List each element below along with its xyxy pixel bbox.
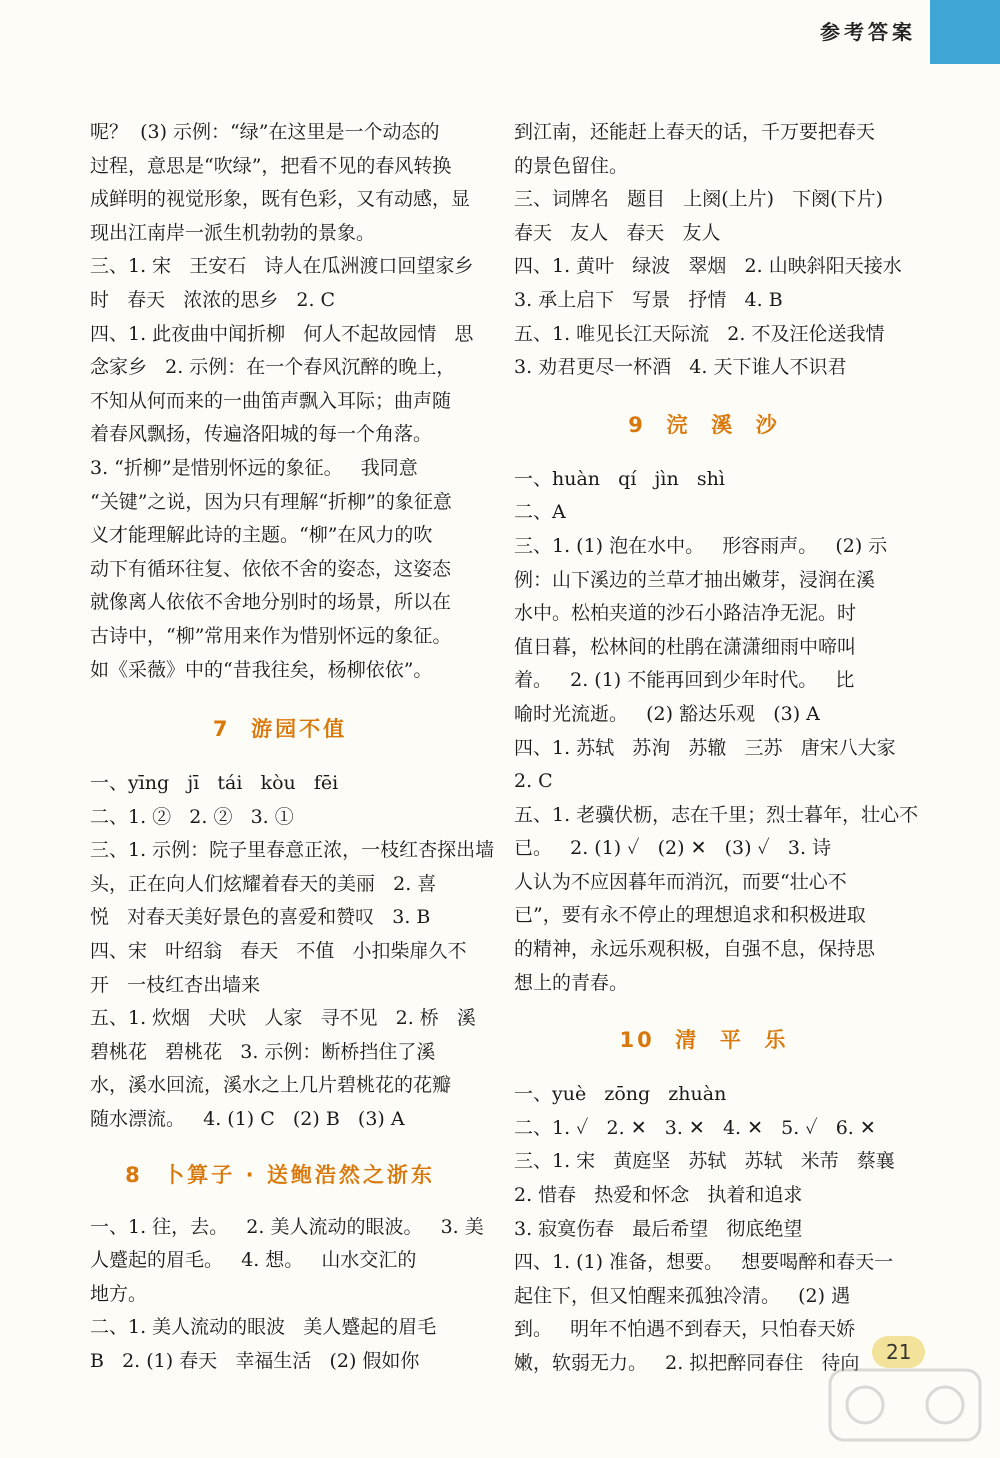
text-line: 一、huàn qí jìn shì xyxy=(514,467,725,490)
text-line: B 2. (1) 春天 幸福生活 (2) 假如你 xyxy=(90,1350,420,1372)
text-line: 三、1. (1) 泡在水中。 形容雨声。 (2) 示 xyxy=(514,534,888,557)
text-line: 五、1. 老骥伏枥，志在千里；烈士暮年，壮心不 xyxy=(514,803,919,826)
text-line: 喻时光流逝。 (2) 豁达乐观 (3) A xyxy=(514,702,820,725)
text-line: 悦 对春天美好景色的喜爱和赞叹 3. B xyxy=(90,906,431,929)
text-line: 值日暮，松林间的杜鹃在潇潇细雨中啼叫 xyxy=(514,635,857,658)
text-line: 一、yīng jī tái kòu fēi xyxy=(90,772,339,795)
text-line: 一、yuè zōng zhuàn xyxy=(514,1083,727,1106)
text-line: 一、1. 往，去。 2. 美人流动的眼波。 3. 美 xyxy=(90,1215,484,1238)
text-line: 动下有循环往复、依依不舍的姿态，这姿态 xyxy=(90,557,452,580)
text-line: 四、1. 苏轼 苏洵 苏辙 三苏 唐宋八大家 xyxy=(514,736,896,759)
text-line: 人蹙起的眉毛。 4. 想。 山水交汇的 xyxy=(90,1249,417,1272)
right-block-3 xyxy=(514,1078,894,1380)
text-line: 时 春天 浓浓的思乡 2. C xyxy=(90,288,336,311)
text-line: 二、1. ② 2. ② 3. ① xyxy=(90,805,294,828)
right-block-1 xyxy=(514,116,902,385)
section-heading-9: 9 浣 溪 沙 xyxy=(628,412,780,437)
text-line: 3. “折柳”是惜别怀远的象征。 我同意 xyxy=(90,456,418,479)
header-accent-bar xyxy=(930,0,1000,64)
text-line: 到江南，还能赶上春天的话，千万要把春天 xyxy=(514,121,876,143)
text-line: 三、词牌名 题目 上阕(上片) 下阕(下片) xyxy=(514,188,884,211)
text-line: 就像离人依依不舍地分别时的场景，所以在 xyxy=(90,591,452,614)
left-block-3 xyxy=(90,1211,484,1379)
text-line: 四、1. 黄叶 绿波 翠烟 2. 山映斜阳天接水 xyxy=(514,255,902,278)
text-line: 碧桃花 碧桃花 3. 示例：断桥挡住了溪 xyxy=(90,1040,436,1063)
text-line: 水中。松柏夹道的沙石小路洁净无泥。时 xyxy=(514,602,857,625)
text-line: 三、1. 宋 王安石 诗人在瓜洲渡口回望家乡 xyxy=(90,255,474,278)
text-line: 三、1. 宋 黄庭坚 苏轼 苏轼 米芾 蔡襄 xyxy=(514,1150,895,1173)
text-line: 人认为不应因暮年而消沉，而要“壮心不 xyxy=(514,870,847,893)
text-line: 四、1. (1) 准备，想要。 想要喝醉和春天一 xyxy=(514,1251,894,1274)
text-line: 二、1. ✓ 2. ✕ 3. ✕ 4. ✕ 5. ✓ 6. ✕ xyxy=(514,1116,876,1139)
text-line: 想上的青春。 xyxy=(514,971,629,994)
left-block-2 xyxy=(90,767,495,1137)
text-line: 现出江南岸一派生机勃勃的景象。 xyxy=(90,221,376,244)
text-line: “关键”之说，因为只有理解“折柳”的象征意 xyxy=(90,490,452,513)
text-line: 2. 惜春 热爱和怀念 执着和追求 xyxy=(514,1184,803,1207)
text-line: 如《采薇》中的“昔我往矣，杨柳依依”。 xyxy=(90,658,433,681)
watermark-logo-icon xyxy=(820,1360,990,1450)
text-line: 着。 2. (1) 不能再回到少年时代。 比 xyxy=(514,669,855,692)
text-line: 义才能理解此诗的主题。“柳”在风力的吹 xyxy=(90,524,433,547)
right-block-2 xyxy=(514,463,919,1001)
text-line: 嫩，软弱无力。 2. 拟把醉同春住 待向 xyxy=(514,1352,860,1374)
text-line: 已。 2. (1) ✓ (2) ✕ (3) ✓ 3. 诗 xyxy=(514,837,832,860)
text-line: 的精神，永远乐观积极，自强不息，保持思 xyxy=(514,938,876,961)
text-line: 开 一枝红杏出墙来 xyxy=(90,973,261,996)
text-line: 3. 寂寞伤春 最后希望 彻底绝望 xyxy=(514,1217,803,1240)
text-line: 已”，要有永不停止的理想追求和积极进取 xyxy=(514,904,866,927)
text-line: 二、A xyxy=(514,501,566,524)
text-line: 四、1. 此夜曲中闻折柳 何人不起故园情 思 xyxy=(90,322,474,345)
text-line: 到。 明年不怕遇不到春天，只怕春天娇 xyxy=(514,1318,856,1341)
text-line: 成鲜明的视觉形象，既有色彩，又有动感，显 xyxy=(90,188,471,211)
text-line: 春天 友人 春天 友人 xyxy=(514,221,721,244)
text-line: 的景色留住。 xyxy=(514,154,629,177)
text-line: 二、1. 美人流动的眼波 美人蹙起的眉毛 xyxy=(90,1316,437,1339)
text-line: 五、1. 唯见长江天际流 2. 不及汪伦送我情 xyxy=(514,322,885,345)
section-heading-7: 7 游园不值 xyxy=(212,717,348,742)
text-line: 2. C xyxy=(514,770,553,793)
text-line: 起住下，但又怕醒来孤独冷清。 (2) 遇 xyxy=(514,1284,851,1307)
section-heading-8: 8 卜算子 · 送鲍浩然之浙东 xyxy=(125,1162,435,1187)
text-line: 四、宋 叶绍翁 春天 不值 小扣柴扉久不 xyxy=(90,940,467,963)
right-column xyxy=(514,116,919,1381)
page-header xyxy=(0,0,1000,64)
text-line: 三、1. 示例：院子里春意正浓，一枝红杏探出墙 xyxy=(90,839,495,862)
header-title: 参考答案 xyxy=(820,20,916,44)
text-line: 水，溪水回流，溪水之上几片碧桃花的花瓣 xyxy=(90,1074,452,1097)
text-line: 呢？ (3) 示例：“绿”在这里是一个动态的 xyxy=(90,121,440,143)
text-line: 五、1. 炊烟 犬吠 人家 寻不见 2. 桥 溪 xyxy=(90,1007,476,1030)
text-line: 头，正在向人们炫耀着春天的美丽 2. 喜 xyxy=(90,872,437,895)
text-line: 例：山下溪边的兰草才抽出嫩芽，浸润在溪 xyxy=(514,568,876,591)
text-line: 念家乡 2. 示例：在一个春风沉醉的晚上， xyxy=(90,356,456,379)
left-block-1 xyxy=(90,116,474,687)
text-line: 古诗中，“柳”常用来作为惜别怀远的象征。 xyxy=(90,624,452,647)
text-line: 3. 劝君更尽一杯酒 4. 天下谁人不识君 xyxy=(514,356,847,379)
text-line: 地方。 xyxy=(90,1282,148,1305)
text-line: 着春风飘扬，传遍洛阳城的每一个角落。 xyxy=(90,423,433,446)
section-heading-10: 10 清 平 乐 xyxy=(619,1028,789,1053)
text-line: 3. 承上启下 写景 抒情 4. B xyxy=(514,288,783,311)
page-number: 21 xyxy=(872,1336,925,1368)
text-line: 过程，意思是“吹绿”，把看不见的春风转换 xyxy=(90,154,452,177)
text-line: 随水漂流。 4. (1) C (2) B (3) A xyxy=(90,1108,405,1131)
left-column xyxy=(90,116,495,1379)
text-line: 不知从何而来的一曲笛声飘入耳际；曲声随 xyxy=(90,389,452,412)
